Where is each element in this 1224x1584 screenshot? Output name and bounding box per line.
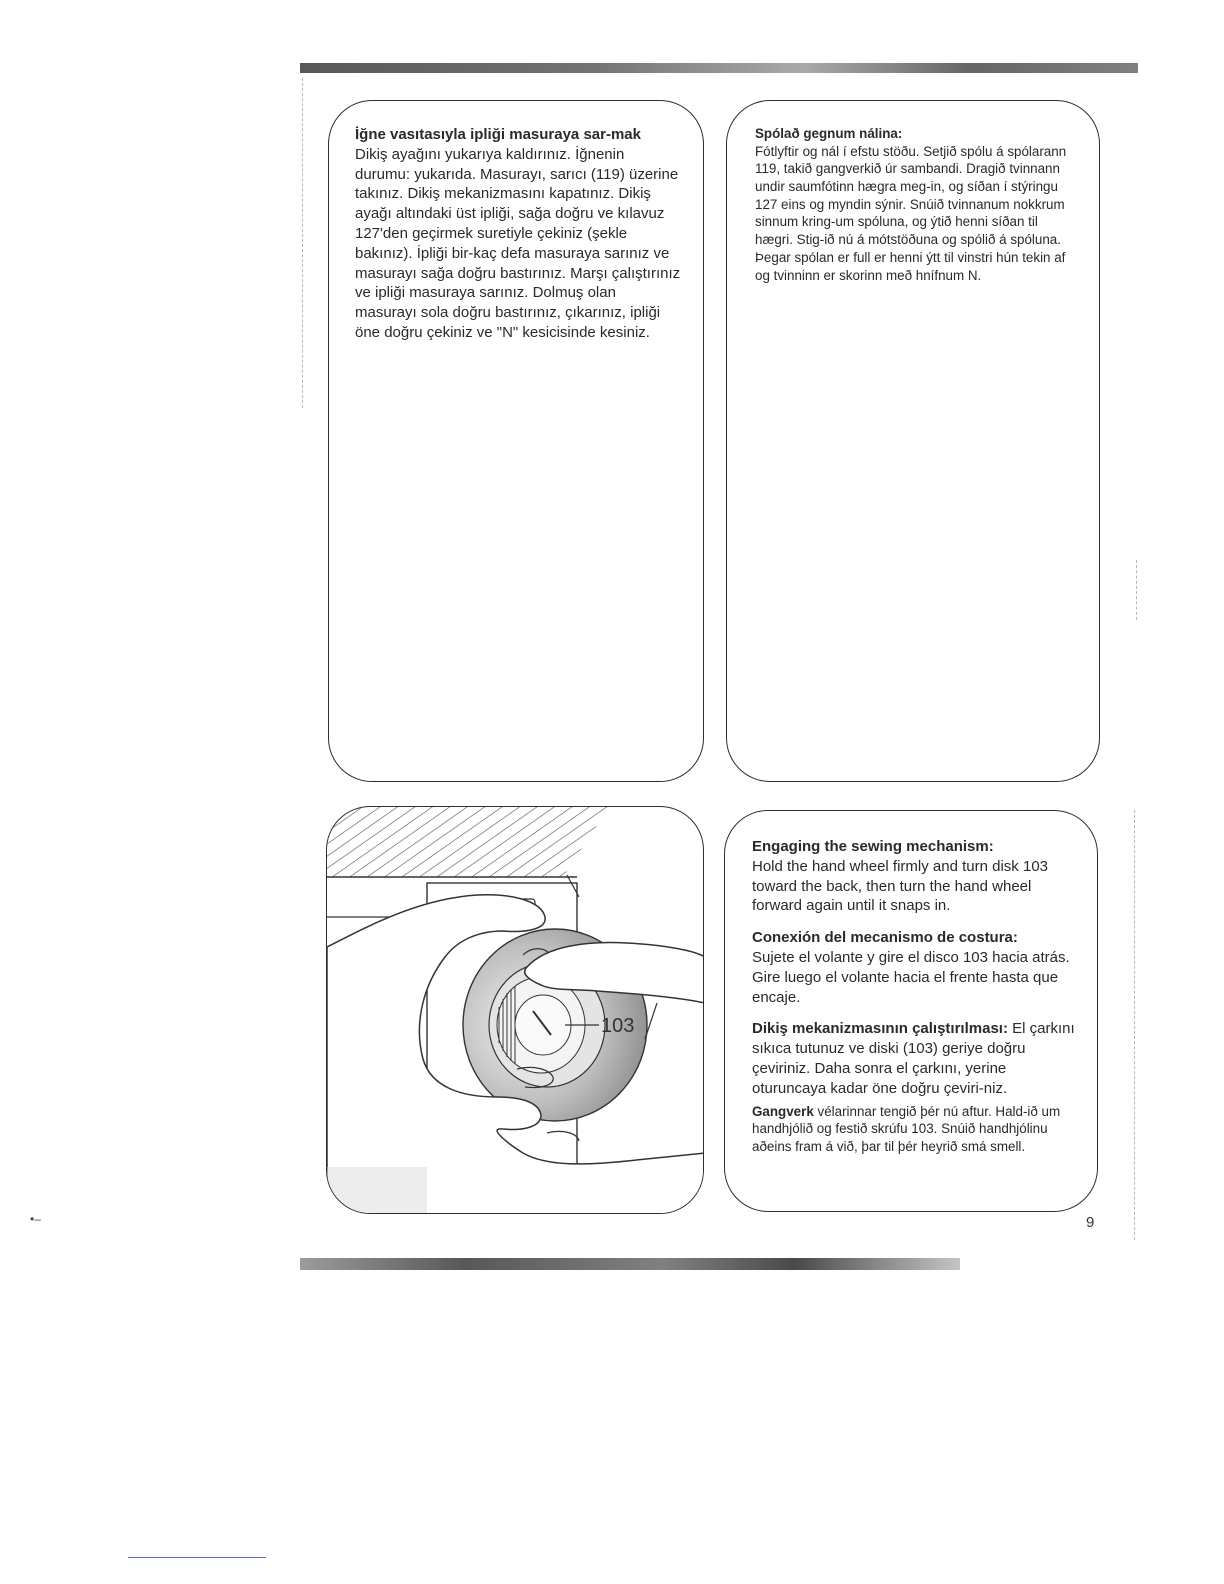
stray-mark: •– (30, 1212, 41, 1226)
scan-edge-bottom (300, 1258, 960, 1270)
machine-top-plate (327, 807, 609, 877)
icelandic-section (752, 1103, 1076, 1156)
scan-edge-top (300, 63, 1138, 73)
turkish-body: El çarkını sıkıca tutunuz ve diski (103) geriye doğru çeviriniz. Daha sonra el çarkını, yerine oturuncaya kadar öne doğru çeviri-niz. (752, 1020, 1075, 1097)
icelandic-heading: Gangverk (752, 1103, 818, 1119)
turkish-heading: Dikiş mekanizmasının çalıştırılması: (752, 1020, 1013, 1038)
turkish-section (752, 1019, 1076, 1098)
icelandic-spool-text (755, 125, 1077, 284)
right-margin-mark (1136, 560, 1137, 620)
page-number: 9 (1086, 1214, 1095, 1231)
english-section (752, 837, 1076, 916)
panel-icelandic-spool-winding (726, 100, 1100, 782)
engaging-text (752, 837, 1076, 1168)
english-heading: Engaging the sewing mechanism: (752, 838, 994, 855)
turkish-spool-body: Dikiş ayağını yukarıya kaldırınız. İğnenin durumu: yukarıda. Masurayı, sarıcı (119) üzerine takınız. Dikiş mekanizmasını kapatınız. Dikiş ayağı altındaki üst ipliği, sağa doğru ve kılavuz 127'den geçirmek suretiyle çekiniz (şekle bakınız). İpliği bir-kaç defa masuraya sarınız ve masurayı sağa doğru bastırınız. Marşı çalıştırınız ve ipliği masuraya sarınız. Dolmuş olan masurayı sola doğru bastırınız, çıkarınız, ipliği öne doğru çekiniz ve "N" kesicisinde kesiniz. (355, 145, 681, 341)
right-margin-line (1134, 810, 1135, 1240)
spanish-heading: Conexión del mecanismo de costura: (752, 929, 1018, 947)
footer-rule (128, 1557, 266, 1558)
spanish-body: Sujete el volante y gire el disco 103 hacia atrás. Gire luego el volante hacia el frente hasta que encaje. (752, 948, 1070, 1006)
panel-hand-wheel-illustration (326, 806, 704, 1214)
panel-turkish-spool-winding (328, 100, 704, 782)
hand-wheel-illustration (327, 807, 704, 1214)
panel-engaging-sewing-mechanism (724, 810, 1098, 1212)
spanish-section (752, 928, 1076, 1007)
turkish-spool-heading: İğne vasıtasıyla ipliği masuraya sar-mak (355, 126, 641, 143)
english-body: Hold the hand wheel firmly and turn disk 103 toward the back, then turn the hand wheel forward again until it snaps in. (752, 857, 1049, 915)
icelandic-spool-body: Fótlyftir og nál í efstu stöðu. Setjið spólu á spólarann 119, takið gangverkið úr sambandi. Dragið tvinnann undir saumfótinn hægra meg-in, og síðan í stýringu 127 eins og myndin sýnir. Snúið tvinnanum nokkrum sinnum kring-um spóluna, og ýtið henni síðan til hægri. Stig-ið nú á mótstöðuna og spólið á spóluna. Þegar spólan er full er henni ýtt til vinstri hún tekin af og tvinninn er skorinn með hnífnum N. (755, 143, 1067, 283)
callout-label-103: 103 (601, 1015, 635, 1037)
turkish-spool-text (355, 125, 681, 343)
icelandic-spool-heading: Spólað gegnum nálina: (755, 126, 903, 141)
icelandic-body: vélarinnar tengið þér nú aftur. Hald-ið um handhjólið og festið skrúfu 103. Snúið handhjólinu aðeins fram á við, þar til þér heyrið smá smell. (752, 1103, 1061, 1154)
left-margin-line (302, 78, 303, 408)
